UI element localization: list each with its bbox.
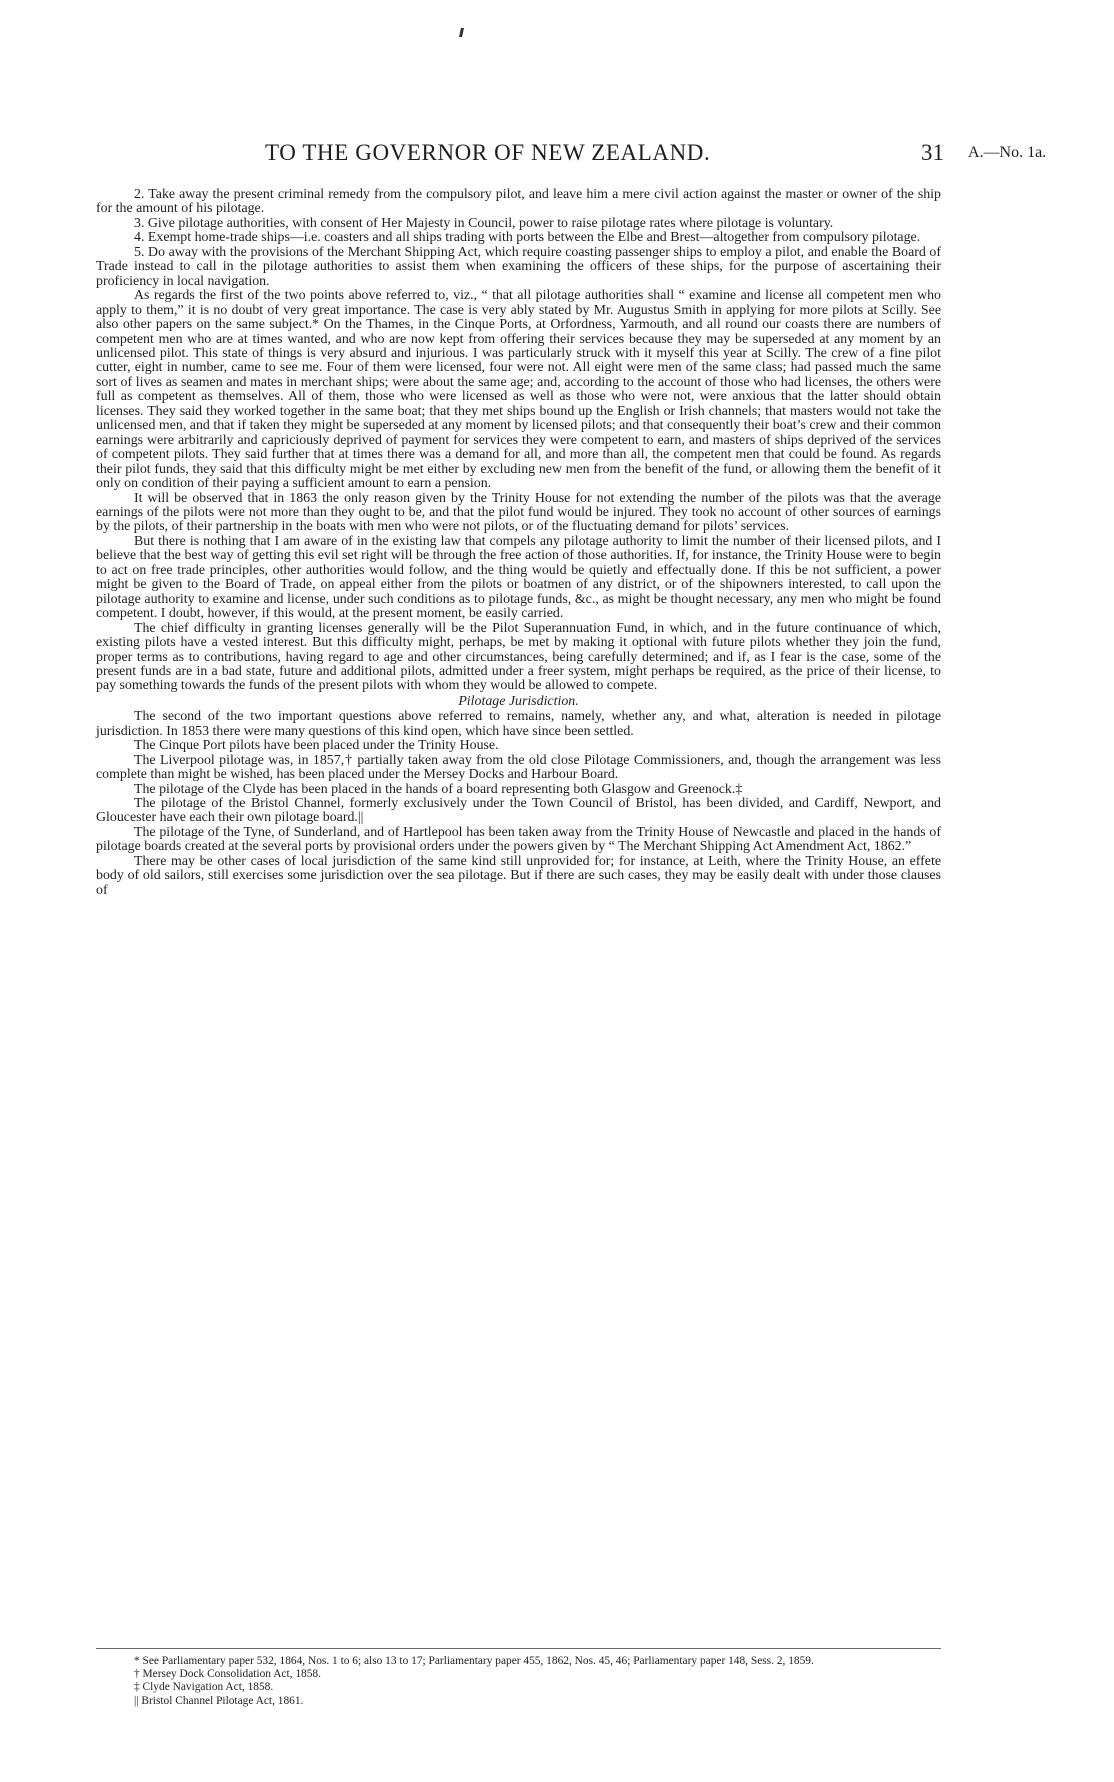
- paragraph: The Cinque Port pilots have been placed under the Trinity House.: [134, 738, 499, 754]
- footnote: † Mersey Dock Consolidation Act, 1858.: [134, 1668, 321, 1681]
- page-header: [0, 140, 1114, 170]
- paragraph: The chief difficulty in granting licenses generally will be the Pilot Superannuation Fund, in which, and in the future continuance of which, existing pilots have a vested interest. But this difficulty might, perhaps, be met by making it optional with future pilots whether they join the fund, proper terms as to contributions, having regard to age and other circumstances, being carefully determined; and if, as I fear is the case, some of the present funds are in a bad state, future and additional pilots, admitted under a freer system, might perhaps be required, as the price of their license, to pay something towards the funds of the present pilots with whom they would be allowed to compete.: [96, 620, 941, 694]
- paragraph: The pilotage of the Tyne, of Sunderland, and of Hartlepool has been taken away from the Trinity House of Newcastle and placed in the hands of pilotage boards created at the several ports by provisional orders under the powers given by “ The Merchant Shipping Act Amendment Act, 1862.”: [96, 824, 941, 855]
- paragraph: 3. Give pilotage authorities, with consent of Her Majesty in Council, power to raise pilotage rates where pilotage is voluntary.: [134, 215, 834, 231]
- footnotes: [96, 1648, 941, 1708]
- paragraph: But there is nothing that I am aware of in the existing law that compels any pilotage authority to limit the number of their licensed pilots, and I believe that the best way of getting this evil set right will be through the free action of those authorities. If, for instance, the Trinity House were to begin to act on free trade principles, other authorities would follow, and the thing would be quietly and effectually done. If this be not sufficient, a power might be given to the Board of Trade, on appeal either from the pilots or boatmen of any district, or of the shipowners interested, to call upon the pilotage authority to examine and license, under such conditions as to pilotage funds, &c., as might be thought necessary, any men who might be found competent. I doubt, however, if this would, at the present moment, be easily carried.: [96, 533, 941, 622]
- running-title: TO THE GOVERNOR OF NEW ZEALAND.: [265, 140, 711, 165]
- paragraph: The pilotage of the Bristol Channel, formerly exclusively under the Town Council of Bristol, has been divided, and Cardiff, Newport, and Gloucester have each their own pilotage board.||: [96, 796, 941, 826]
- paragraph: The pilotage of the Clyde has been placed in the hands of a board representing both Glasgow and Greenock.‡: [134, 781, 743, 797]
- footnote: || Bristol Channel Pilotage Act, 1861.: [134, 1694, 304, 1707]
- paragraph: There may be other cases of local jurisdiction of the same kind still unprovided for; for instance, at Leith, where the Trinity House, an effete body of old sailors, still exercises some jurisdiction over the sea pilotage. But if there are such cases, they may be easily dealt with under those clauses of: [96, 853, 941, 898]
- paragraph: The second of the two important questions above referred to remains, namely, whether any, and what, alteration is needed in pilotage jurisdiction. In 1853 there were many questions of this kind open, which have since been settled.: [96, 709, 941, 739]
- paragraph: 4. Exempt home-trade ships—i.e. coasters and all ships trading with ports between the Elbe and Brest—altogether from compulsory pilotage.: [134, 230, 921, 246]
- paragraph: 5. Do away with the provisions of the Merchant Shipping Act, which require coasting passenger ships to employ a pilot, and enable the Board of Trade instead to call in the pilotage authorities to assist them when examining the officers of these ships, for the purpose of ascertaining their proficiency in local navigation.: [96, 244, 941, 289]
- section-heading: Pilotage Jurisdiction.: [458, 693, 579, 709]
- page-number: 31: [921, 140, 944, 165]
- paragraph: As regards the first of the two points above referred to, viz., “ that all pilotage authorities shall “ examine and license all competent men who apply to them,” it is no doubt of very great importance. The case is very ably stated by Mr. Augustus Smith in applying for more pilots at Scilly. See also other papers on the same subject.* On the Thames, in the Cinque Ports, at Orfordness, Yarmouth, and all round our coasts there are numbers of competent men who are at times wanted, and who are now kept from offering their services because they may be superseded at any moment by an unlicensed pilot. This state of things is very absurd and injurious. I was particularly struck with it myself this year at Scilly. The crew of a fine pilot cutter, eight in number, came to see me. Four of them were licensed, four were not. All eight were men of the same class; had passed much the same sort of lives as seamen and mates in merchant ships; were about the same age; and, according to the account of those who had licenses, the others were full as competent as themselves. All of them, those who were licensed as well as those who were not, were anxious that the latter should obtain licenses. They said they worked together in the same boat; that they met ships bound up the English or Irish channels; that masters would not take the unlicensed men, and that if taken they might be superseded at any moment by licensed pilots; and that consequently their boat’s crew and their common earnings were arbitrarily and capriciously deprived of payment for services they were competent to earn, and masters of ships deprived of the services of competent pilots. They said further that at times there was a demand for all, and more than all, the competent men that could be found. As regards their pilot funds, they said that this difficulty might be met either by excluding new men from the benefit of the fund, or allowing them the benefit of it only on condition of their paying a sufficient amount to earn a pension.: [96, 288, 941, 492]
- footnote: * See Parliamentary paper 532, 1864, Nos. 1 to 6; also 13 to 17; Parliamentary paper 455, 1862, Nos. 45, 46; Parliamentary paper 148, Sess. 2, 1859.: [134, 1655, 814, 1667]
- paragraph: It will be observed that in 1863 the only reason given by the Trinity House for not extending the number of the pilots was that the average earnings of the pilots were not more than they ought to be, and that the pilot fund would be injured. They took no account of other sources of earnings by the pilots, of their partnership in the boats with men who were not pilots, or of the fluctuating demand for pilots’ services.: [96, 490, 941, 535]
- paper-reference: A.—No. 1a.: [968, 144, 1047, 161]
- footnote: ‡ Clyde Navigation Act, 1858.: [134, 1681, 274, 1694]
- body-text: [96, 188, 941, 898]
- paragraph: 2. Take away the present criminal remedy from the compulsory pilot, and leave him a mere civil action against the master or owner of the ship for the amount of his pilotage.: [96, 187, 941, 217]
- paragraph: The Liverpool pilotage was, in 1857,† partially taken away from the old close Pilotage Commissioners, and, though the arrangement was less complete than might be wished, has been placed under the Mersey Docks and Harbour Board.: [96, 752, 941, 783]
- stray-ink-mark: [459, 28, 464, 37]
